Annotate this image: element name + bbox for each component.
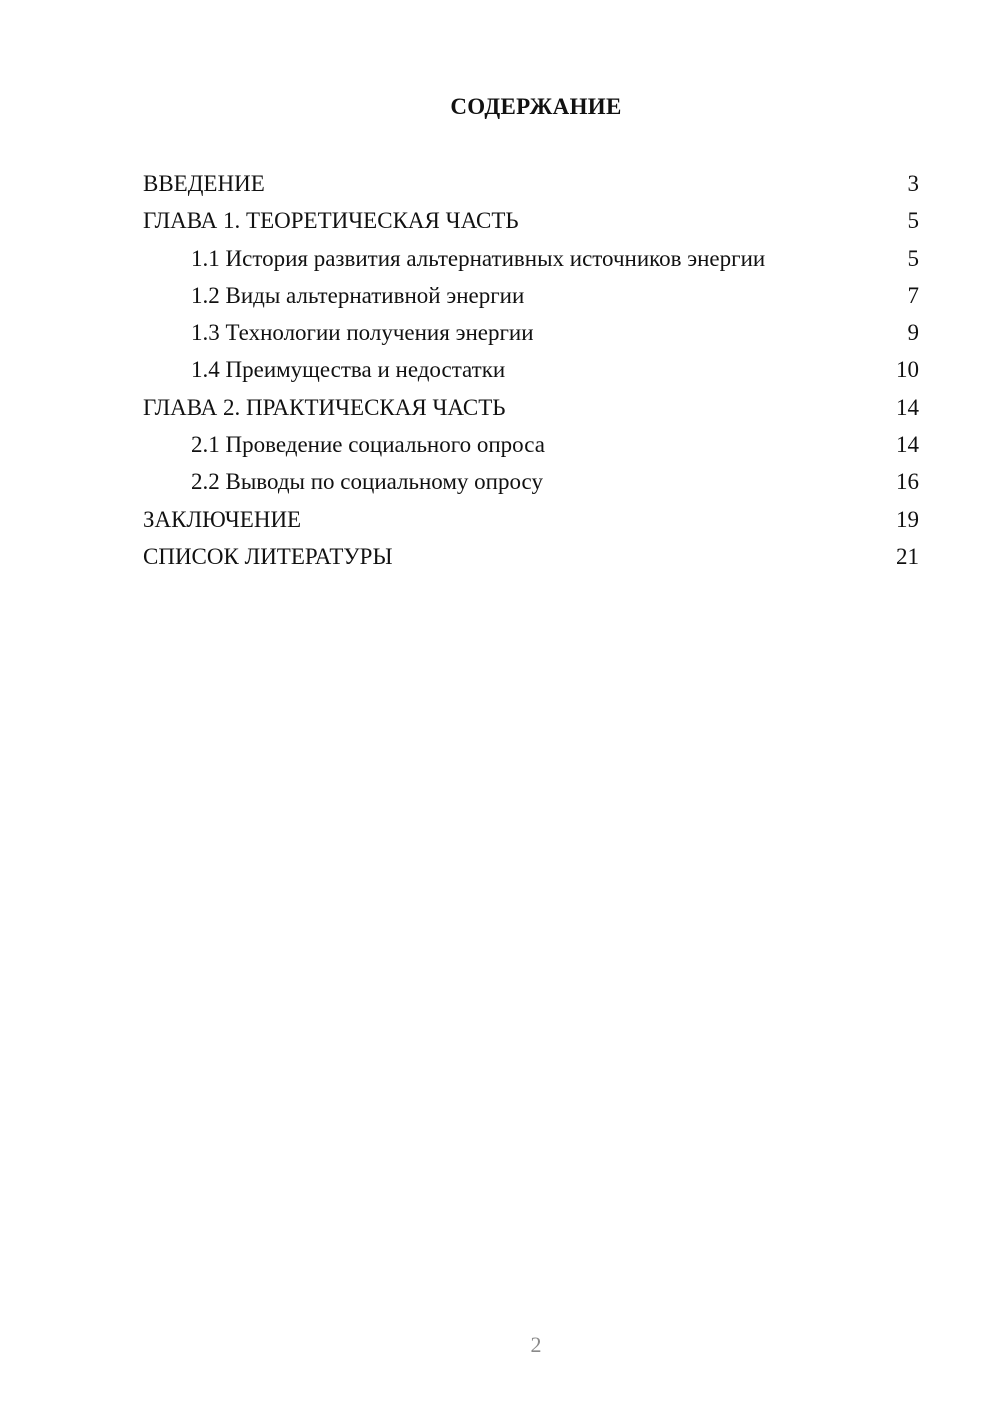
toc-entry-label: СПИСОК ЛИТЕРАТУРЫ	[143, 543, 393, 569]
toc-entry-section-1-1	[143, 242, 919, 279]
toc-entry-page: 21	[896, 543, 919, 569]
toc-entry-page: 14	[896, 394, 919, 420]
toc-entry-page: 5	[907, 208, 919, 234]
toc-entry-page: 9	[907, 320, 919, 346]
toc-entry-page: 14	[896, 432, 919, 458]
toc-entry-section-1-2	[143, 279, 919, 316]
toc-entry-label: ЗАКЛЮЧЕНИЕ	[143, 506, 302, 532]
toc-entry-label: ГЛАВА 2. ПРАКТИЧЕСКАЯ ЧАСТЬ	[143, 394, 506, 420]
toc-entry-chapter-2	[143, 391, 919, 428]
toc-entry-references	[143, 540, 919, 577]
toc-entry-introduction	[143, 167, 919, 204]
table-of-contents	[143, 167, 919, 577]
page-number: 2	[530, 1332, 542, 1357]
toc-entry-page: 10	[896, 357, 919, 383]
toc-entry-label: 2.1 Проведение социального опроса	[191, 432, 545, 458]
toc-entry-section-1-4	[143, 353, 919, 390]
toc-entry-label: 1.1 История развития альтернативных источников энергии	[191, 245, 766, 271]
toc-title: СОДЕРЖАНИЕ	[450, 94, 622, 119]
toc-entry-section-2-1	[143, 428, 919, 465]
toc-entry-label: ВВЕДЕНИЕ	[143, 171, 265, 196]
toc-entry-label: 2.2 Выводы по социальному опросу	[191, 469, 543, 495]
toc-entry-page: 19	[896, 506, 919, 532]
toc-entry-section-1-3	[143, 316, 919, 353]
toc-entry-conclusion	[143, 503, 919, 540]
toc-entry-page: 7	[907, 282, 919, 308]
toc-entry-label: ГЛАВА 1. ТЕОРЕТИЧЕСКАЯ ЧАСТЬ	[143, 208, 519, 234]
toc-entry-page: 5	[907, 245, 919, 271]
toc-entry-chapter-1	[143, 204, 919, 241]
toc-entry-label: 1.4 Преимущества и недостатки	[191, 357, 506, 383]
toc-entry-label: 1.2 Виды альтернативной энергии	[191, 282, 525, 308]
toc-entry-page: 3	[907, 171, 919, 196]
toc-entry-section-2-2	[143, 465, 919, 502]
toc-entry-page: 16	[896, 469, 919, 495]
toc-entry-label: 1.3 Технологии получения энергии	[191, 320, 534, 346]
